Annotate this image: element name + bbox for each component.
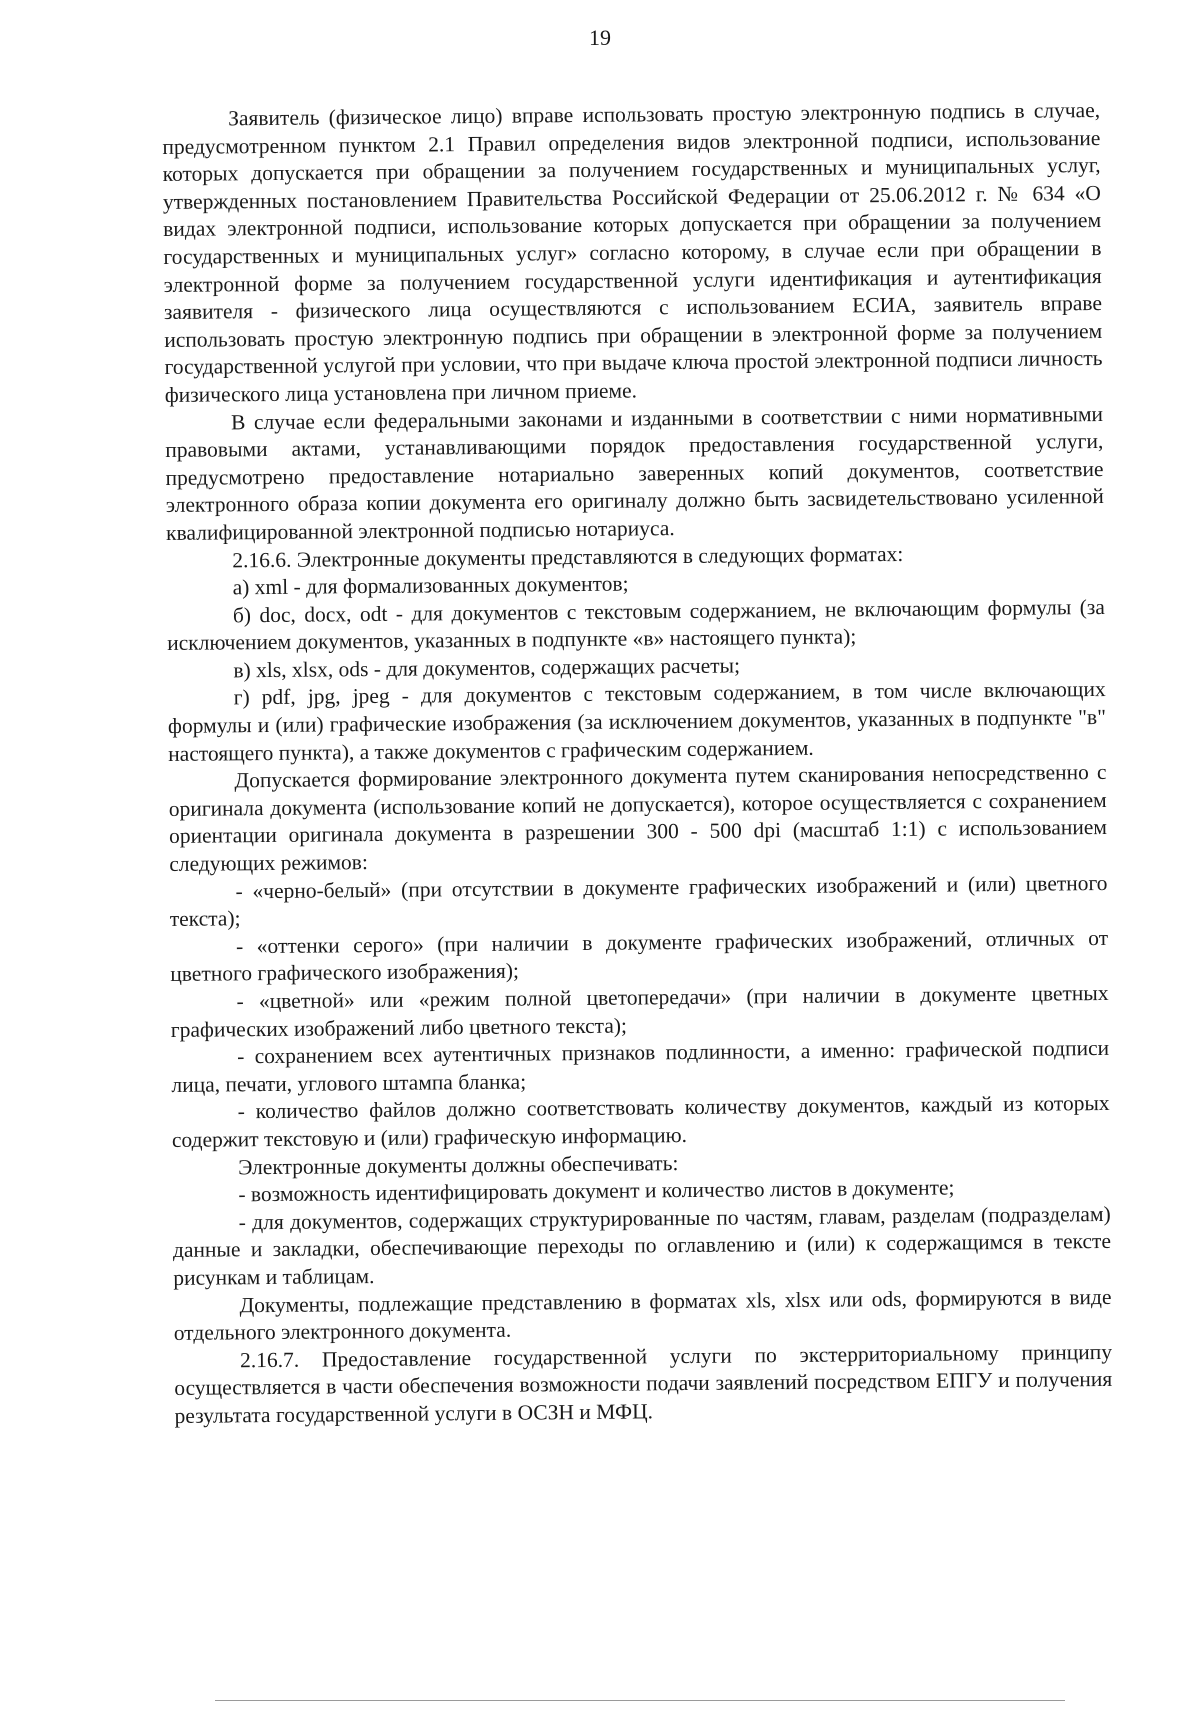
paragraph-scanning: Допускается формирование электронного документа путем сканирования непосредственно с оригинала документа (использование копий не допускается), которое осуществляется с сохранением ориентации оригинала документа в разрешении 300 - 500 dpi (масштаб 1:1) с использованием следующих режимов: bbox=[168, 760, 1108, 876]
document-body bbox=[162, 97, 1113, 1430]
list-item-g-pdf: г) pdf, jpg, jpeg - для документов с текстовым содержанием, в том числе включающих формулы и (или) графические изображения (за исключением документов, указанных в подпункте "в" настоящего пункта), а также документов с графическим содержанием. bbox=[167, 677, 1107, 766]
paragraph-2-16-7: 2.16.7. Предоставление государственной услуги по экстерриториальному принципу осуществляется в части обеспечения возможности подачи заявлений посредством ЕПГУ и получения результата государственной услуги в ОСЗН и МФЦ. bbox=[174, 1339, 1113, 1428]
paragraph-must-provide: Электронные документы должны обеспечивать: bbox=[238, 1150, 679, 1179]
list-item-v-xls: в) xls, xlsx, ods - для документов, содержащих расчеты; bbox=[233, 653, 741, 683]
list-item-authentic-signs: - сохранением всех аутентичных признаков подлинности, а именно: графической подписи лица, печати, углового штампа бланка; bbox=[171, 1036, 1110, 1097]
bottom-rule bbox=[215, 1700, 1065, 1701]
page-number: 19 bbox=[589, 25, 611, 50]
paragraph-spreadsheet-formats: Документы, подлежащие представлению в форматах xls, xlsx или ods, формируются в виде отдельного электронного документа. bbox=[173, 1284, 1112, 1346]
paragraph-notary-copies: В случае если федеральными законами и изданными в соответствии с ними нормативными правовыми актами, устанавливающими порядок предоставления государственной услуги, предусмотрено предоставление нотариально заверенных копий документов, соответствие электронного образа копии документа его оригиналу должно быть засвидетельствовано усиленной квалифицированной электронной подписью нотариуса. bbox=[165, 401, 1104, 545]
paragraph-simple-signature: Заявитель (физическое лицо) вправе использовать простую электронную подпись в случае, предусмотренном пунктом 2.1 Правил определения видов электронной подписи, использование которых допускается при обращении за получением государственных и муниципальных услуг, утвержденных постановлением Правительства Российской Федерации от 25.06.2012 г. № 634 «О видах электронной подписи, использование которых допускается при обращении за получением государственных и муниципальных услуг» согласно которому, в случае если при обращении в электронной форме за получением государственной услуги идентификация и аутентификация заявителя - физического лица осуществляются с использованием ЕСИА, заявитель вправе использовать простую электронную подпись при обращении в электронной форме за получением государственной услугой при условии, что при выдаче ключа простой электронной подписи личность физического лица установлена при личном приеме. bbox=[162, 97, 1103, 407]
list-item-a-xml: а) xml - для формализованных документов; bbox=[232, 571, 629, 600]
paragraph-2-16-6-heading: 2.16.6. Электронные документы представляются в следующих форматах: bbox=[232, 541, 904, 572]
list-item-color: - «цветной» или «режим полной цветопередачи» (при наличии в документе цветных графических изображений либо цветного текста); bbox=[170, 980, 1109, 1042]
list-item-structured-documents: - для документов, содержащих структурированные по частям, главам, разделам (подразделам) данные и закладки, обеспечивающие переходы по оглавлению и (или) к содержащимся в тексте рисункам и таблицам. bbox=[172, 1201, 1112, 1290]
list-item-identify-document: - возможность идентифицировать документ и количество листов в документе; bbox=[238, 1175, 955, 1207]
list-item-grayscale: - «оттенки серого» (при наличии в документе графических изображений, отличных от цветного графического изображения); bbox=[170, 925, 1109, 987]
list-item-black-white: - «черно-белый» (при отсутствии в документе графических изображений и (или) цветного текста); bbox=[169, 870, 1108, 932]
list-item-b-doc: б) doc, docx, odt - для документов с текстовым содержанием, не включающим формулы (за исключением документов, указанных в подпункте «в» настоящего пункта); bbox=[167, 594, 1105, 656]
list-item-file-count: - количество файлов должно соответствовать количеству документов, каждый из которых содержит текстовую и (или) графическую информацию. bbox=[171, 1091, 1110, 1152]
